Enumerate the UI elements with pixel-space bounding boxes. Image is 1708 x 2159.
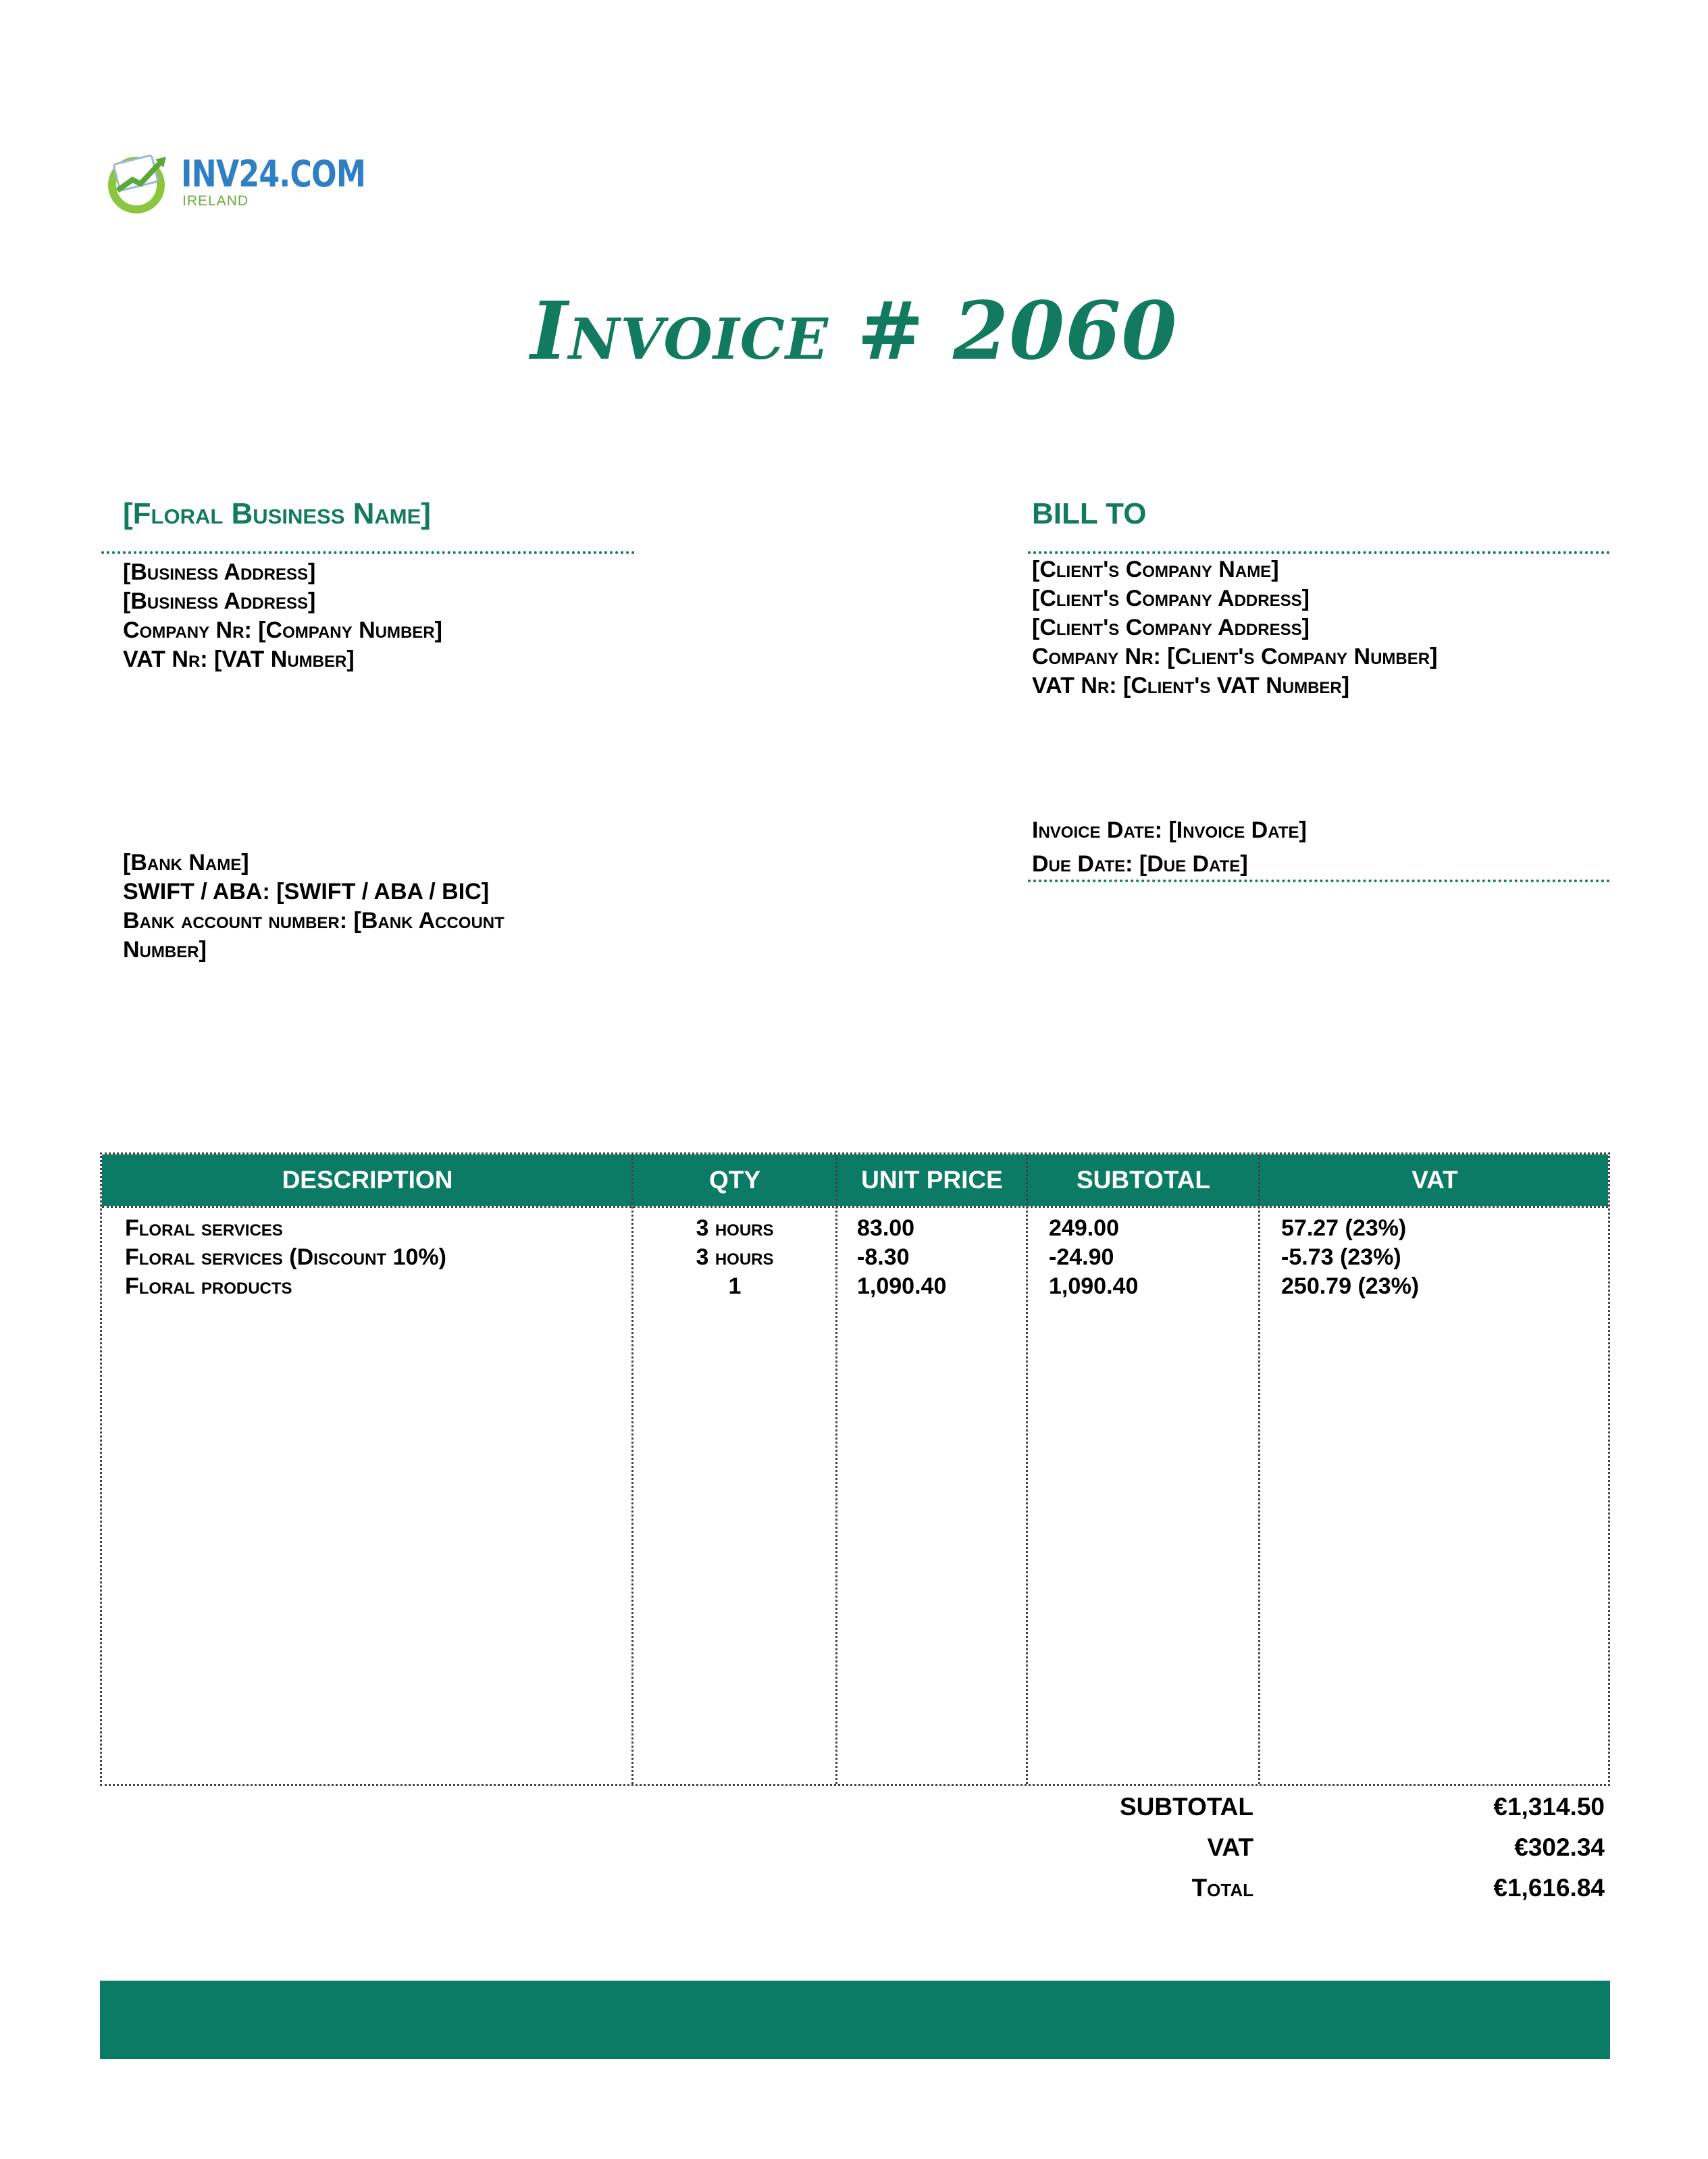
client-company-nr: Company Nr: [Client's Company Number] bbox=[1032, 644, 1438, 669]
footer-bar bbox=[100, 1981, 1610, 2059]
seller-address-2: [Business Address] bbox=[123, 588, 316, 614]
client-vat-nr: VAT Nr: [Client's VAT Number] bbox=[1032, 673, 1350, 698]
col-header-subtotal: SUBTOTAL bbox=[1076, 1166, 1210, 1194]
table-header bbox=[102, 1154, 1608, 1206]
row-3-description: Floral products bbox=[125, 1273, 292, 1299]
row-3-vat: 250.79 (23%) bbox=[1281, 1273, 1420, 1299]
row-2-description: Floral services (Discount 10%) bbox=[125, 1244, 446, 1270]
bank-details bbox=[123, 848, 504, 965]
bank-account-line-1: Bank account number: [Bank Account bbox=[123, 908, 504, 934]
row-2-subtotal: -24.90 bbox=[1049, 1244, 1114, 1270]
row-2-qty: 3 hours bbox=[696, 1244, 774, 1270]
bank-swift: SWIFT / ABA: [SWIFT / ABA / BIC] bbox=[123, 879, 490, 905]
row-3-unit-price: 1,090.40 bbox=[857, 1273, 947, 1299]
row-2-unit-price: -8.30 bbox=[857, 1244, 910, 1270]
dates-divider bbox=[1028, 880, 1610, 882]
logo-subtitle: IRELAND bbox=[182, 193, 249, 209]
seller-name: [Floral Business Name] bbox=[123, 497, 431, 530]
subtotal-label: SUBTOTAL bbox=[1119, 1793, 1253, 1821]
company-logo bbox=[103, 142, 366, 216]
row-3-subtotal: 1,090.40 bbox=[1049, 1273, 1139, 1299]
client-address-1: [Client's Company Address] bbox=[1032, 586, 1310, 611]
vat-value: €302.34 bbox=[1514, 1833, 1605, 1861]
seller-vat-nr: VAT Nr: [VAT Number] bbox=[123, 646, 355, 672]
row-1-description: Floral services bbox=[125, 1215, 283, 1241]
total-value: €1,616.84 bbox=[1493, 1874, 1605, 1902]
seller-divider bbox=[101, 551, 635, 554]
col-header-description: DESCRIPTION bbox=[282, 1166, 453, 1194]
client-address-2: [Client's Company Address] bbox=[1032, 615, 1310, 640]
bill-to-heading: BILL TO bbox=[1032, 497, 1147, 530]
seller-company-nr: Company Nr: [Company Number] bbox=[123, 617, 442, 643]
seller-details bbox=[123, 558, 442, 674]
bill-to-divider bbox=[1028, 551, 1610, 554]
logo-name: INV24.COM bbox=[181, 153, 366, 195]
invoice-title: Invoice # 2060 bbox=[530, 284, 1178, 378]
bank-name: [Bank Name] bbox=[123, 850, 249, 875]
items-table bbox=[100, 1152, 1610, 1786]
row-1-subtotal: 249.00 bbox=[1049, 1215, 1119, 1241]
row-3-qty: 1 bbox=[728, 1273, 742, 1299]
row-1-unit-price: 83.00 bbox=[857, 1215, 915, 1241]
logo-mark-icon bbox=[103, 147, 178, 215]
col-header-vat: VAT bbox=[1412, 1166, 1458, 1194]
seller-address-1: [Business Address] bbox=[123, 559, 316, 585]
header-divider bbox=[102, 1206, 1608, 1208]
col-divider bbox=[1026, 1154, 1028, 1784]
row-1-qty: 3 hours bbox=[696, 1215, 774, 1241]
total-label: Total bbox=[1191, 1874, 1253, 1902]
due-date: Due Date: [Due Date] bbox=[1032, 851, 1248, 877]
col-divider bbox=[1258, 1154, 1260, 1784]
col-header-unit-price: UNIT PRICE bbox=[861, 1166, 1003, 1194]
bank-account-line-2: Number] bbox=[123, 937, 207, 963]
row-1-vat: 57.27 (23%) bbox=[1281, 1215, 1407, 1241]
bill-to-details bbox=[1032, 555, 1437, 701]
vat-label: VAT bbox=[1207, 1833, 1253, 1861]
row-2-vat: -5.73 (23%) bbox=[1281, 1244, 1401, 1270]
col-header-qty: QTY bbox=[708, 1166, 761, 1194]
client-company-name: [Client's Company Name] bbox=[1032, 557, 1279, 582]
subtotal-value: €1,314.50 bbox=[1493, 1793, 1605, 1821]
invoice-date: Invoice Date: [Invoice Date] bbox=[1032, 817, 1307, 843]
